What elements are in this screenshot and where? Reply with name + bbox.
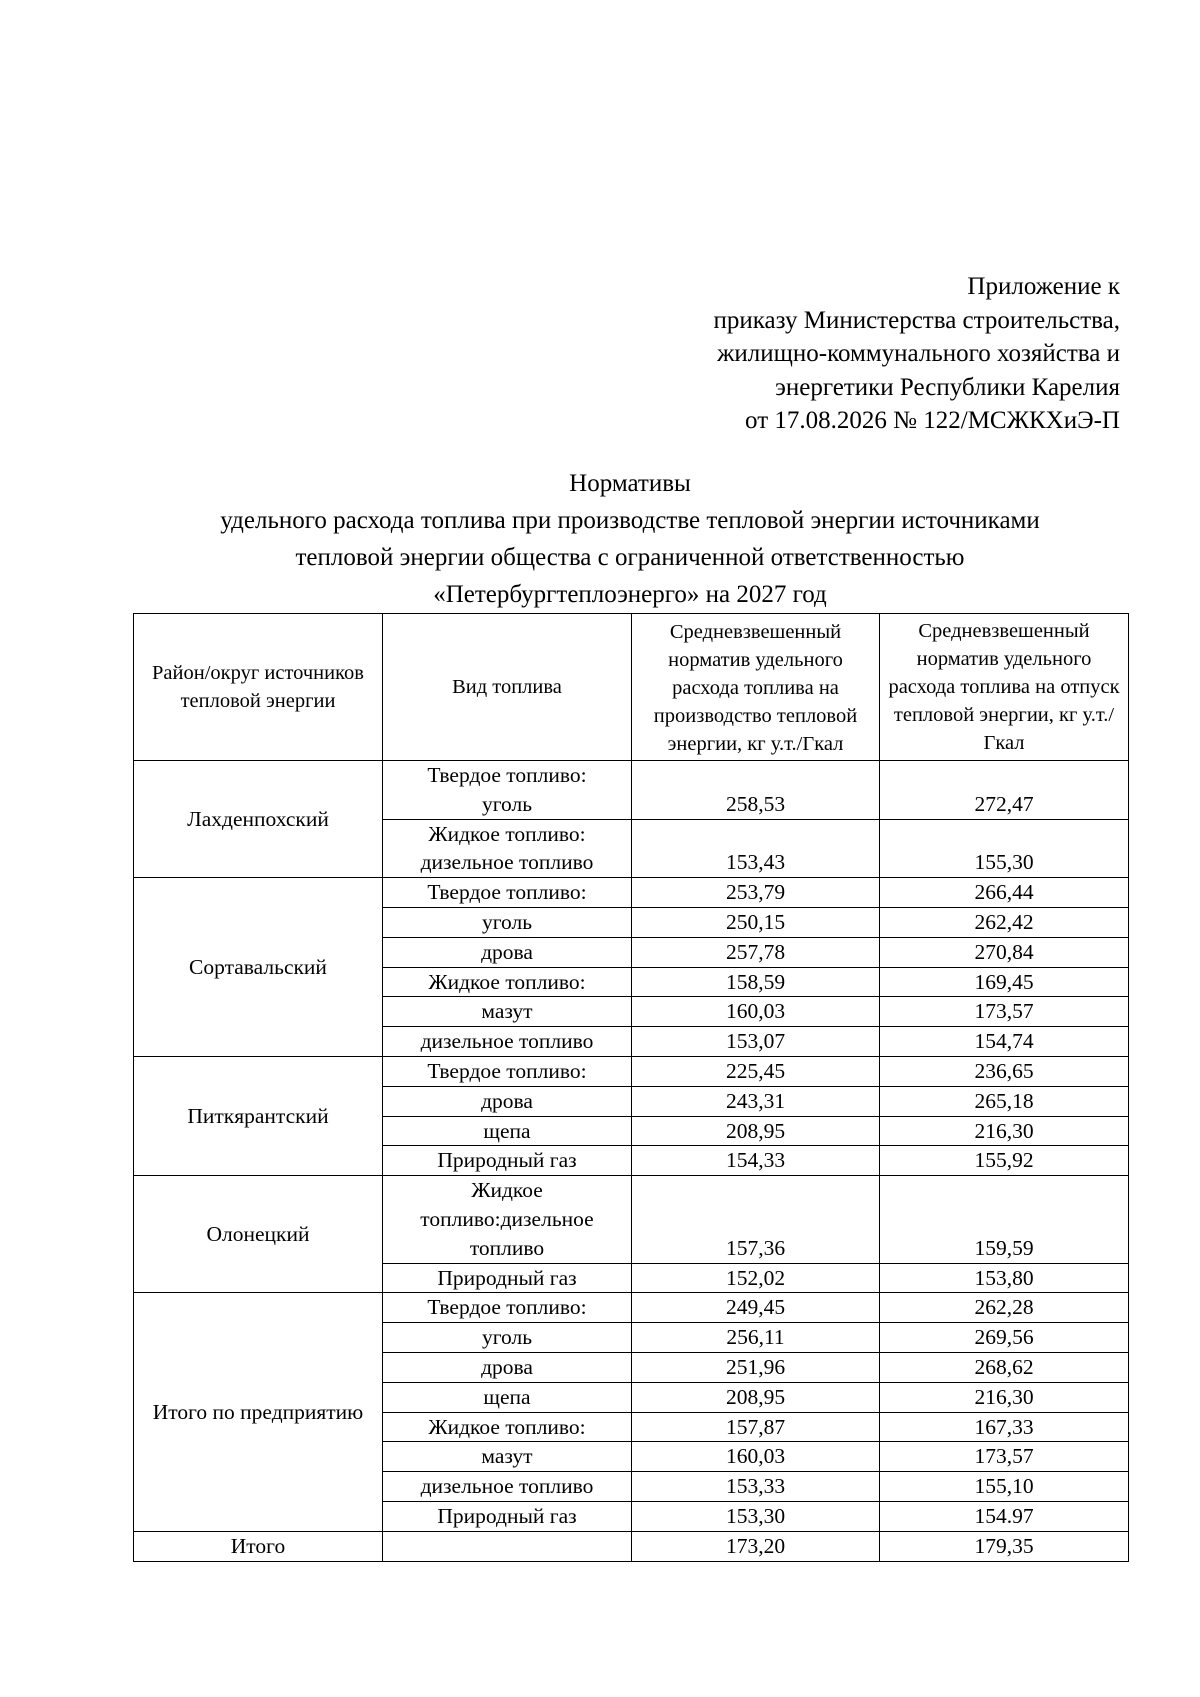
appendix-line: энергетики Республики Карелия [775, 373, 1120, 401]
fuel-line: топливо [469, 1235, 545, 1260]
fuel-cell [383, 1176, 632, 1263]
header-release: Средневзвешенный норматив удельного расхода топлива на отпуск тепловой энергии, кг у.т./Гкал [880, 614, 1129, 761]
fuel-cell [383, 907, 632, 937]
fuel-cell [383, 1382, 632, 1412]
release-value-cell: 159,59 [880, 1176, 1129, 1263]
production-value-cell: 258,53 [632, 761, 880, 820]
release-value-cell: 262,42 [880, 907, 1129, 937]
table-row [134, 1056, 1129, 1086]
release-value-cell: 216,30 [880, 1382, 1129, 1412]
production-value-cell: 158,59 [632, 967, 880, 997]
total-release-cell: 179,35 [880, 1531, 1129, 1561]
release-value-cell: 262,28 [880, 1293, 1129, 1323]
production-value-cell: 253,79 [632, 878, 880, 908]
release-value-cell: 236,65 [880, 1056, 1129, 1086]
production-value-cell: 157,36 [632, 1176, 880, 1263]
fuel-cell [383, 1086, 632, 1116]
title-line: удельного расхода топлива при производстве тепловой энергии источниками [220, 507, 1040, 534]
production-value-cell: 225,45 [632, 1056, 880, 1086]
fuel-line: Жидкое топливо: [428, 969, 586, 994]
table-row [134, 1176, 1129, 1263]
production-value-cell: 153,33 [632, 1472, 880, 1502]
production-value-cell: 160,03 [632, 1442, 880, 1472]
table-row [134, 878, 1129, 908]
release-value-cell: 153,80 [880, 1263, 1129, 1293]
fuel-cell [383, 1056, 632, 1086]
fuel-cell [383, 819, 632, 878]
release-value-cell: 155,92 [880, 1146, 1129, 1176]
fuel-cell [383, 1293, 632, 1323]
fuel-line: Жидкое топливо: [428, 1414, 586, 1439]
district-cell: Сортавальский [134, 878, 383, 1057]
document-title [100, 465, 1160, 613]
release-value-cell: 269,56 [880, 1323, 1129, 1353]
table-row [134, 761, 1129, 820]
release-value-cell: 265,18 [880, 1086, 1129, 1116]
fuel-line: Жидкое [471, 1178, 543, 1203]
fuel-line: уголь [481, 909, 533, 934]
fuel-cell [383, 937, 632, 967]
fuel-line: дизельное топливо [420, 1029, 594, 1054]
fuel-line: щепа [483, 1118, 531, 1143]
fuel-line: уголь [481, 1325, 533, 1350]
title-line: «Петербургтеплоэнерго» на 2027 год [433, 581, 827, 608]
release-value-cell: 173,57 [880, 1442, 1129, 1472]
title-line: тепловой энергии общества с ограниченной ответственностью [295, 544, 965, 571]
production-value-cell: 160,03 [632, 997, 880, 1027]
fuel-line: Твердое топливо: [427, 1295, 587, 1320]
release-value-cell: 266,44 [880, 878, 1129, 908]
production-value-cell: 152,02 [632, 1263, 880, 1293]
fuel-line: Природный газ [437, 1503, 577, 1528]
fuel-cell [383, 1501, 632, 1531]
norms-table [133, 613, 1129, 1562]
fuel-cell [383, 878, 632, 908]
production-value-cell: 243,31 [632, 1086, 880, 1116]
fuel-line: Природный газ [437, 1148, 577, 1173]
release-value-cell: 272,47 [880, 761, 1129, 820]
fuel-line: Твердое топливо: [427, 763, 587, 787]
production-value-cell: 153,43 [632, 819, 880, 878]
production-value-cell: 208,95 [632, 1382, 880, 1412]
production-value-cell: 208,95 [632, 1116, 880, 1146]
fuel-line: дизельное топливо [420, 1474, 594, 1499]
production-value-cell: 154,33 [632, 1146, 880, 1176]
fuel-cell [383, 1442, 632, 1472]
fuel-line: Жидкое топливо: [428, 821, 586, 846]
production-value-cell: 153,30 [632, 1501, 880, 1531]
fuel-cell [383, 1146, 632, 1176]
total-label-cell: Итого [134, 1531, 383, 1561]
release-value-cell: 169,45 [880, 967, 1129, 997]
total-row [134, 1531, 1129, 1561]
appendix-line: жилищно-коммунального хозяйства и [717, 340, 1120, 367]
fuel-line: дрова [481, 1354, 533, 1379]
table-row [134, 1293, 1129, 1323]
district-cell: Итого по предприятию [134, 1293, 383, 1531]
header-production: Средневзвешенный норматив удельного расхода топлива на производство тепловой энергии, кг у.т./Гкал [632, 614, 880, 761]
production-value-cell: 250,15 [632, 907, 880, 937]
production-value-cell: 157,87 [632, 1412, 880, 1442]
fuel-line: дизельное топливо [420, 850, 594, 875]
appendix-line: от 17.08.2026 № 122/МСЖКХиЭ-П [745, 407, 1120, 434]
release-value-cell: 155,30 [880, 819, 1129, 878]
fuel-line: уголь [481, 791, 533, 816]
release-value-cell: 167,33 [880, 1412, 1129, 1442]
title-line: Нормативы [569, 470, 691, 497]
production-value-cell: 251,96 [632, 1352, 880, 1382]
release-value-cell: 155,10 [880, 1472, 1129, 1502]
production-value-cell: 256,11 [632, 1323, 880, 1353]
fuel-cell [383, 761, 632, 820]
fuel-cell [383, 1323, 632, 1353]
production-value-cell: 153,07 [632, 1027, 880, 1057]
fuel-line: щепа [483, 1384, 531, 1409]
fuel-cell [383, 967, 632, 997]
fuel-line: мазут [481, 1444, 533, 1469]
appendix-line: приказу Министерства строительства, [713, 306, 1120, 334]
header-district: Район/округ источников тепловой энергии [134, 614, 383, 761]
fuel-line: Твердое топливо: [427, 880, 587, 905]
district-cell: Питкярантский [134, 1056, 383, 1175]
fuel-line: дрова [481, 939, 533, 964]
fuel-cell [383, 1352, 632, 1382]
release-value-cell: 154.97 [880, 1501, 1129, 1531]
release-value-cell: 268,62 [880, 1352, 1129, 1382]
fuel-line: топливо:дизельное [420, 1206, 594, 1231]
appendix-block [560, 270, 1120, 438]
fuel-line: мазут [481, 999, 533, 1024]
district-cell: Лахденпохский [134, 761, 383, 878]
release-value-cell: 154,74 [880, 1027, 1129, 1057]
appendix-line: Приложение к [967, 273, 1120, 300]
fuel-line: дрова [481, 1088, 533, 1113]
release-value-cell: 173,57 [880, 997, 1129, 1027]
fuel-cell [383, 1116, 632, 1146]
fuel-cell [383, 997, 632, 1027]
total-production-cell: 173,20 [632, 1531, 880, 1561]
fuel-cell [383, 1472, 632, 1502]
fuel-line: Твердое топливо: [427, 1058, 587, 1083]
district-cell: Олонецкий [134, 1176, 383, 1293]
fuel-line: Природный газ [437, 1265, 577, 1290]
release-value-cell: 216,30 [880, 1116, 1129, 1146]
fuel-cell [383, 1027, 632, 1057]
fuel-cell [383, 1412, 632, 1442]
production-value-cell: 257,78 [632, 937, 880, 967]
header-fuel: Вид топлива [383, 614, 632, 761]
table-body [134, 761, 1129, 1562]
table-header-row [134, 614, 1129, 761]
production-value-cell: 249,45 [632, 1293, 880, 1323]
fuel-cell [383, 1263, 632, 1293]
release-value-cell: 270,84 [880, 937, 1129, 967]
total-fuel-cell [383, 1531, 632, 1561]
